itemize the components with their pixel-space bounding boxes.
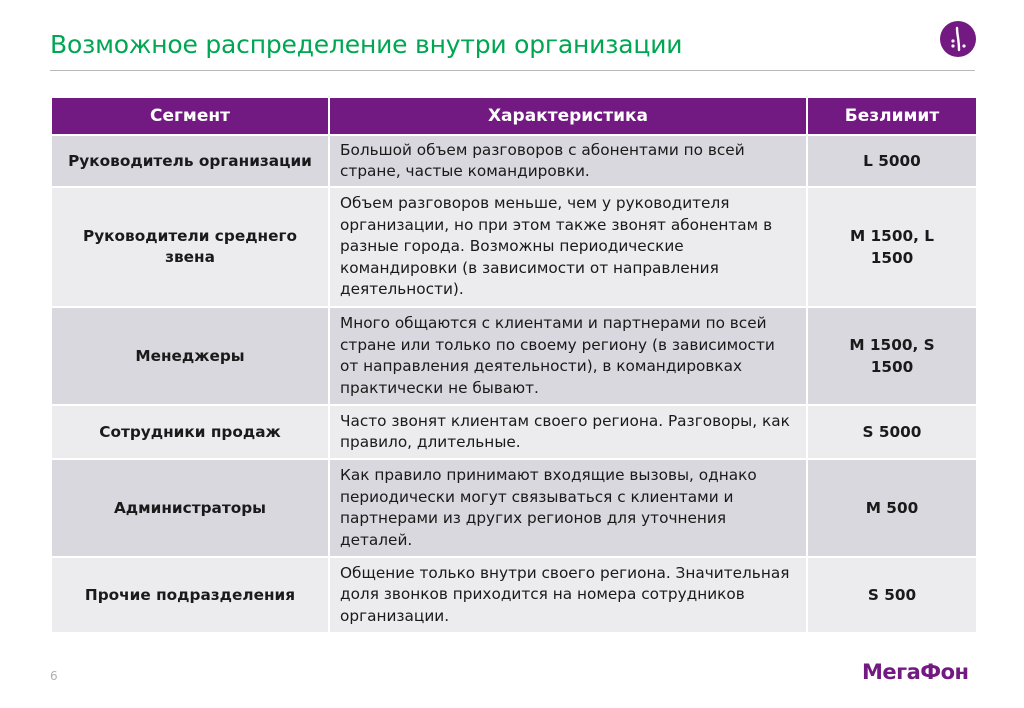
table-row [51,135,977,187]
description-cell: Общение только внутри своего региона. Значительная доля звонков приходится на номера сотрудников организации. [329,557,807,633]
page-number: 6 [50,669,58,683]
tariff-text: M 1500, L 1500 [849,227,934,267]
description-cell: Много общаются с клиентами и партнерами по всей стране или только по своему региону (в зависимости от направления деятельности), в командировках практически не бывают. [329,307,807,405]
megafon-logo-icon [940,21,976,57]
header-unlimited: Безлимит [807,97,977,135]
description-cell: Большой объем разговоров с абонентами по всей стране, частые командировки. [329,135,807,187]
segment-cell: Менеджеры [51,307,329,405]
tariff-cell: S 500 [807,557,977,633]
segments-table [50,96,978,634]
description-cell: Часто звонят клиентам своего региона. Разговоры, как правило, длительные. [329,405,807,459]
table-row [51,307,977,405]
description-cell: Как правило принимают входящие вызовы, однако периодически могут связываться с клиентами и партнерами из других регионов для уточнения деталей. [329,459,807,557]
segment-cell: Администраторы [51,459,329,557]
segment-cell: Сотрудники продаж [51,405,329,459]
title-divider [50,70,975,71]
tariff-cell: S 5000 [807,405,977,459]
table-row [51,405,977,459]
segment-cell: Прочие подразделения [51,557,329,633]
slide-title: Возможное распределение внутри организации [50,30,683,59]
table-header-row [51,97,977,135]
brand-logo-text: МегаФон [862,660,969,684]
description-cell: Объем разговоров меньше, чем у руководителя организации, но при этом также звонят абонентам в разные города. Возможны периодические командировки (в зависимости от направления деятельности). [329,187,807,307]
tariff-cell [807,187,977,307]
table-row [51,187,977,307]
segment-cell: Руководители среднего звена [51,187,329,307]
segment-cell: Руководитель организации [51,135,329,187]
table-row [51,459,977,557]
header-characteristic: Характеристика [329,97,807,135]
table-row [51,557,977,633]
tariff-cell: M 500 [807,459,977,557]
tariff-cell [807,307,977,405]
header-segment: Сегмент [51,97,329,135]
tariff-cell: L 5000 [807,135,977,187]
tariff-text: M 1500, S 1500 [849,336,935,376]
